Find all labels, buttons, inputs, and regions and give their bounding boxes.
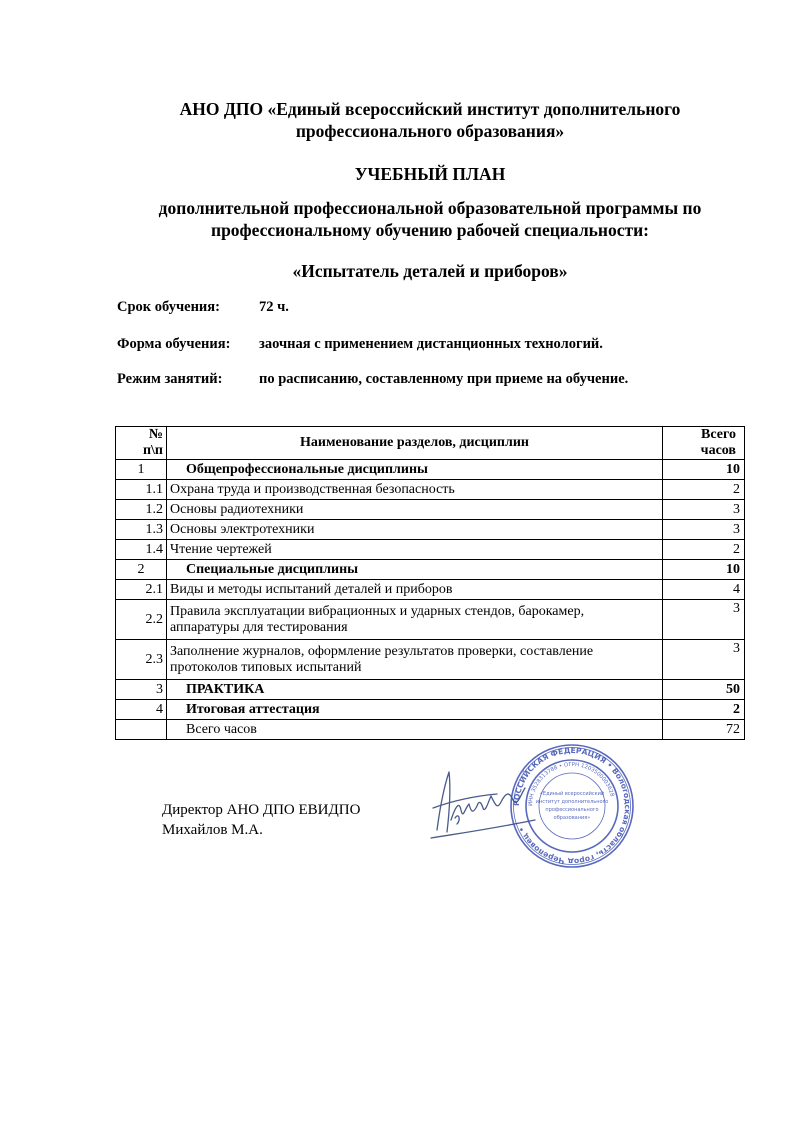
row-name: Чтение чертежей	[167, 540, 663, 560]
table-header-row	[116, 427, 745, 460]
row-hours: 72	[663, 720, 745, 740]
table-row	[116, 580, 745, 600]
table-row	[116, 460, 745, 480]
row-name: Виды и методы испытаний деталей и приборов	[167, 580, 663, 600]
row-hours: 3	[663, 600, 745, 640]
row-name: Всего часов	[167, 720, 663, 740]
row-number: 1.4	[116, 540, 167, 560]
row-number: 2	[116, 560, 167, 580]
row-name: Основы радиотехники	[167, 500, 663, 520]
row-name: ПРАКТИКА	[167, 680, 663, 700]
row-hours: 3	[663, 640, 745, 680]
row-name: Специальные дисциплины	[167, 560, 663, 580]
document-subtitle	[100, 197, 760, 241]
row-name-line-2: протоколов типовых испытаний	[170, 659, 362, 675]
row-number: 1.1	[116, 480, 167, 500]
table-row	[116, 700, 745, 720]
row-hours: 4	[663, 580, 745, 600]
organization-stamp	[508, 742, 636, 870]
row-number: 2.3	[116, 640, 167, 680]
table-row	[116, 640, 745, 680]
row-hours: 2	[663, 540, 745, 560]
table-row	[116, 680, 745, 700]
row-number: 2.1	[116, 580, 167, 600]
row-name-line-1: Правила эксплуатации вибрационных и ударных стендов, барокамер,	[170, 603, 585, 619]
row-number: 1	[116, 460, 167, 480]
row-number	[116, 720, 167, 740]
meta-duration-value: 72 ч.	[259, 299, 289, 315]
row-name: Охрана труда и производственная безопасность	[167, 480, 663, 500]
meta-duration-label: Срок обучения:	[117, 299, 220, 315]
header-name: Наименование разделов, дисциплин	[167, 427, 663, 460]
table-row	[116, 480, 745, 500]
stamp-center-line-1: «Единый всероссийский	[539, 791, 605, 797]
meta-form-value: заочная с применением дистанционных технологий.	[259, 336, 603, 352]
organization-title-line-2: профессионального образования»	[295, 121, 565, 141]
stamp-outer-text: РОССИЙСКАЯ ФЕДЕРАЦИЯ • Вологодская область, город Череповец •	[511, 745, 633, 867]
signatory-name: Михайлов М.А.	[162, 822, 263, 838]
row-name-line-2: аппаратуры для тестирования	[170, 619, 348, 635]
row-number: 3	[116, 680, 167, 700]
program-name: «Испытатель деталей и приборов»	[292, 261, 568, 281]
organization-title-line-1: АНО ДПО «Единый всероссийский институт дополнительного	[179, 99, 681, 119]
subtitle-line-2: профессиональному обучению рабочей специальности:	[210, 220, 650, 240]
stamp-center-line-4: образования»	[553, 815, 591, 821]
row-name	[167, 600, 663, 640]
row-name: Итоговая аттестация	[167, 700, 663, 720]
header-hours	[663, 427, 745, 460]
stamp-inner-text: ИНН 3528313788 • ОГРН 1203500003628	[527, 761, 615, 807]
header-hours-line-1: Всего	[701, 427, 736, 442]
stamp-center-line-2: институт дополнительного	[535, 799, 609, 805]
row-name: Основы электротехники	[167, 520, 663, 540]
row-name-line-1: Заполнение журналов, оформление результатов проверки, составление	[170, 643, 594, 659]
meta-schedule-value: по расписанию, составленному при приеме на обучение.	[259, 371, 629, 387]
row-hours: 10	[663, 560, 745, 580]
row-hours: 10	[663, 460, 745, 480]
stamp-center-line-3: профессионального	[545, 807, 599, 813]
row-hours: 3	[663, 520, 745, 540]
table-row	[116, 600, 745, 640]
row-number: 1.3	[116, 520, 167, 540]
signatory-block	[162, 800, 360, 840]
meta-form-label: Форма обучения:	[117, 336, 231, 352]
header-number-line-2: п\п	[142, 443, 163, 458]
row-name: Общепрофессиональные дисциплины	[167, 460, 663, 480]
row-hours: 2	[663, 700, 745, 720]
signatory-position: Директор АНО ДПО ЕВИДПО	[162, 802, 361, 818]
document-title: УЧЕБНЫЙ ПЛАН	[354, 164, 506, 184]
table-row	[116, 500, 745, 520]
row-number: 1.2	[116, 500, 167, 520]
curriculum-table	[115, 426, 745, 740]
subtitle-line-1: дополнительной профессиональной образовательной программы по	[158, 198, 702, 218]
table-row	[116, 540, 745, 560]
header-hours-line-2: часов	[700, 443, 736, 458]
row-number: 2.2	[116, 600, 167, 640]
table-total-row	[116, 720, 745, 740]
row-name	[167, 640, 663, 680]
header-number	[116, 427, 167, 460]
header-number-line-1: №	[148, 427, 163, 442]
row-hours: 50	[663, 680, 745, 700]
table-row	[116, 560, 745, 580]
row-hours: 2	[663, 480, 745, 500]
organization-title	[100, 98, 760, 142]
table-row	[116, 520, 745, 540]
meta-schedule-label: Режим занятий:	[117, 371, 223, 387]
row-number: 4	[116, 700, 167, 720]
row-hours: 3	[663, 500, 745, 520]
